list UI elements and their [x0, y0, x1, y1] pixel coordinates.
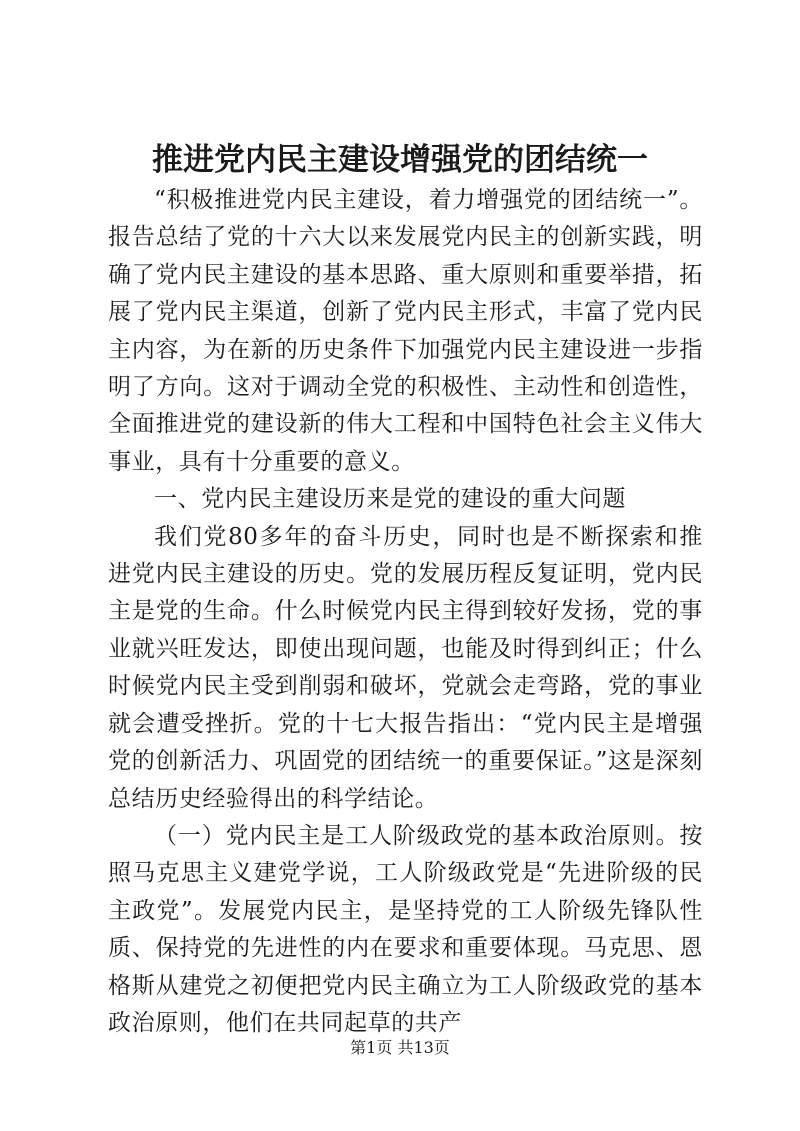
document-body: [108, 182, 703, 1042]
paragraph-intro: “积极推进党内民主建设，着力增强党的团结统一”。报告总结了党的十六大以来发展党内民主的创新实践，明确了党内民主建设的基本思路、重大原则和重要举措，拓展了党内民主渠道，创新了党内民主形式，丰富了党内民主内容，为在新的历史条件下加强党内民主建设进一步指明了方向。这对于调动全党的积极性、主动性和创造性，全面推进党的建设新的伟大工程和中国特色社会主义伟大事业，具有十分重要的意义。: [108, 187, 703, 475]
paragraph-history: 我们党80多年的奋斗历史，同时也是不断探索和推进党内民主建设的历史。党的发展历程反复证明，党内民主是党的生命。什么时候党内民主得到较好发扬，党的事业就兴旺发达，即使出现问题，也能及时得到纠正；什么时候党内民主受到削弱和破坏，党就会走弯路，党的事业就会遭受挫折。党的十七大报告指出：“党内民主是增强党的创新活力、巩固党的团结统一的重要保证。”这是深刻总结历史经验得出的科学结论。: [108, 523, 703, 812]
document-title: 推进党内民主建设增强党的团结统一: [152, 142, 648, 178]
page-footer: 第1页 共13页: [350, 1038, 450, 1057]
paragraph-principle: （一）党内民主是工人阶级政党的基本政治原则。按照马克思主义建党学说，工人阶级政党是“先进阶级的民主政党”。发展党内民主，是坚持党的工人阶级先锋队性质、保持党的先进性的内在要求和重要体现。马克思、恩格斯从建党之初便把党内民主确立为工人阶级政党的基本政治原则，他们在共同起草的共产: [108, 822, 703, 1036]
section-heading: 一、党内民主建设历来是党的建设的重大问题: [154, 486, 626, 513]
